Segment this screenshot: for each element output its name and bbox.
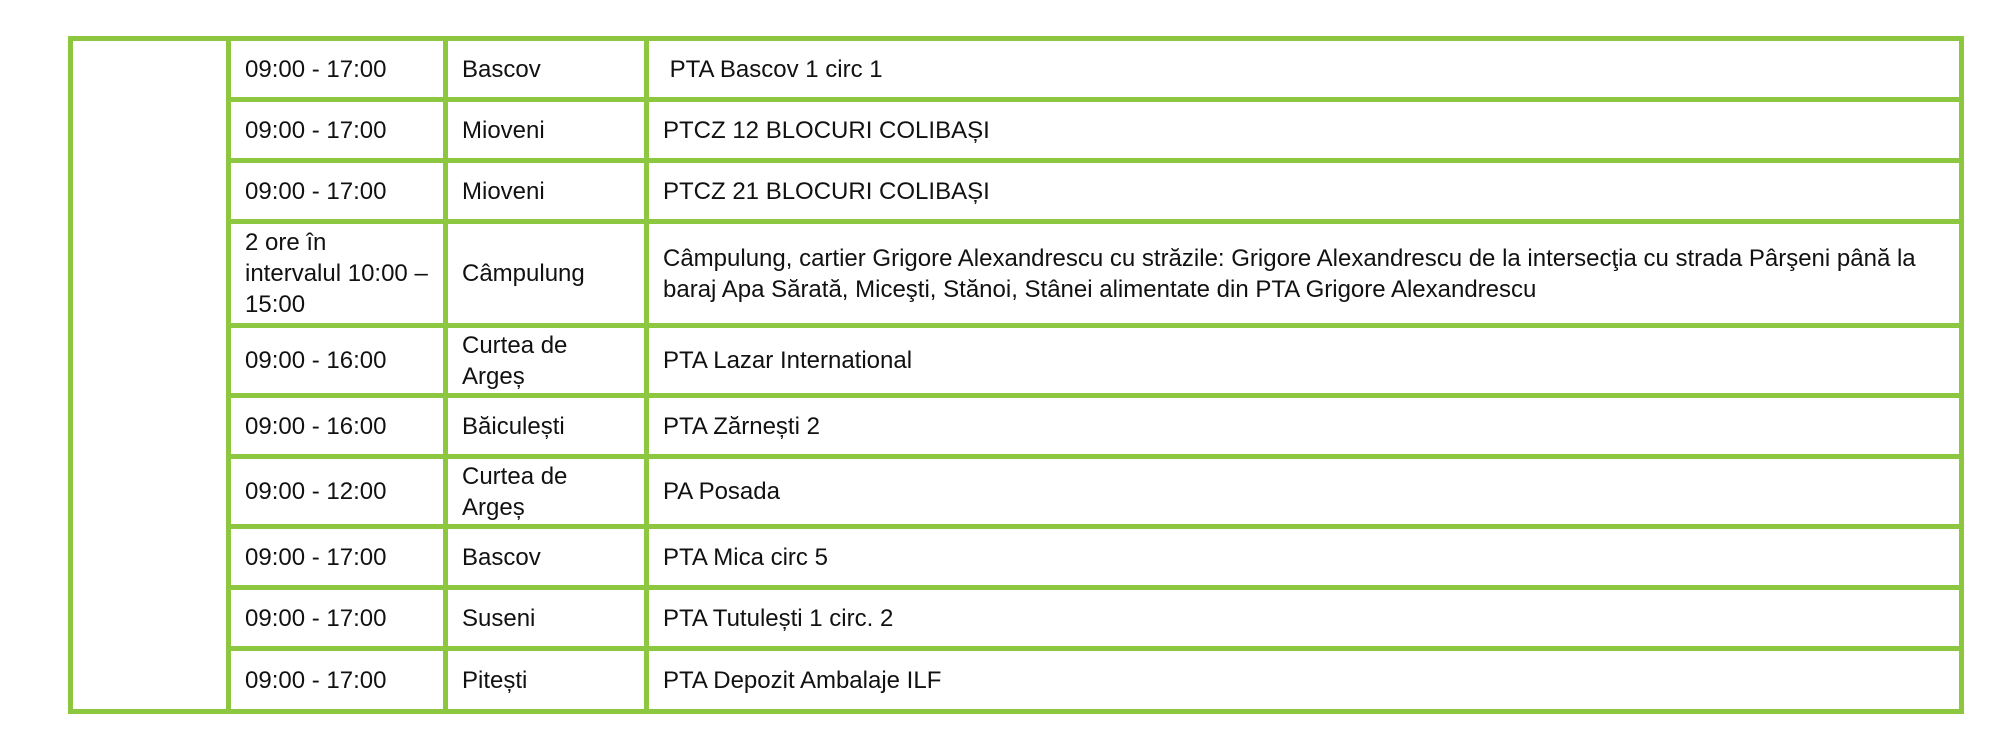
location-cell: Suseni <box>446 588 647 649</box>
table-row <box>71 222 1962 326</box>
details-cell: PTA Mica circ 5 <box>647 527 1962 588</box>
empty-leading-column <box>71 39 229 712</box>
time-interval-cell: 09:00 - 17:00 <box>229 527 446 588</box>
details-cell: PTA Bascov 1 circ 1 <box>647 39 1962 100</box>
table-row <box>71 588 1962 649</box>
time-interval-cell: 09:00 - 16:00 <box>229 326 446 396</box>
details-cell: PTCZ 21 BLOCURI COLIBAȘI <box>647 161 1962 222</box>
details-cell: PA Posada <box>647 457 1962 527</box>
outage-schedule-table <box>68 36 1964 714</box>
time-interval-cell: 2 ore în intervalul 10:00 – 15:00 <box>229 222 446 326</box>
location-cell: Curtea de Argeș <box>446 326 647 396</box>
location-cell: Mioveni <box>446 100 647 161</box>
table-row <box>71 457 1962 527</box>
details-cell: PTA Lazar International <box>647 326 1962 396</box>
details-cell: PTA Depozit Ambalaje ILF <box>647 649 1962 712</box>
location-cell: Pitești <box>446 649 647 712</box>
table-row <box>71 39 1962 100</box>
location-cell: Câmpulung <box>446 222 647 326</box>
table-row <box>71 326 1962 396</box>
time-interval-cell: 09:00 - 17:00 <box>229 649 446 712</box>
location-cell: Bascov <box>446 527 647 588</box>
location-cell: Băiculești <box>446 396 647 457</box>
time-interval-cell: 09:00 - 12:00 <box>229 457 446 527</box>
time-interval-cell: 09:00 - 17:00 <box>229 588 446 649</box>
location-cell: Bascov <box>446 39 647 100</box>
table-row <box>71 649 1962 712</box>
time-interval-cell: 09:00 - 17:00 <box>229 39 446 100</box>
details-cell: PTA Zărnești 2 <box>647 396 1962 457</box>
table-row <box>71 527 1962 588</box>
details-cell: Câmpulung, cartier Grigore Alexandrescu cu străzile: Grigore Alexandrescu de la intersecţia cu strada Pârşeni până la baraj Apa Sărată, Miceşti, Stănoi, Stânei alimentate din PTA Grigore Alexandrescu <box>647 222 1962 326</box>
location-cell: Mioveni <box>446 161 647 222</box>
time-interval-cell: 09:00 - 17:00 <box>229 161 446 222</box>
table-row <box>71 100 1962 161</box>
details-cell: PTCZ 12 BLOCURI COLIBAȘI <box>647 100 1962 161</box>
details-cell: PTA Tutulești 1 circ. 2 <box>647 588 1962 649</box>
table-row <box>71 396 1962 457</box>
time-interval-cell: 09:00 - 16:00 <box>229 396 446 457</box>
location-cell: Curtea de Argeș <box>446 457 647 527</box>
time-interval-cell: 09:00 - 17:00 <box>229 100 446 161</box>
table-row <box>71 161 1962 222</box>
